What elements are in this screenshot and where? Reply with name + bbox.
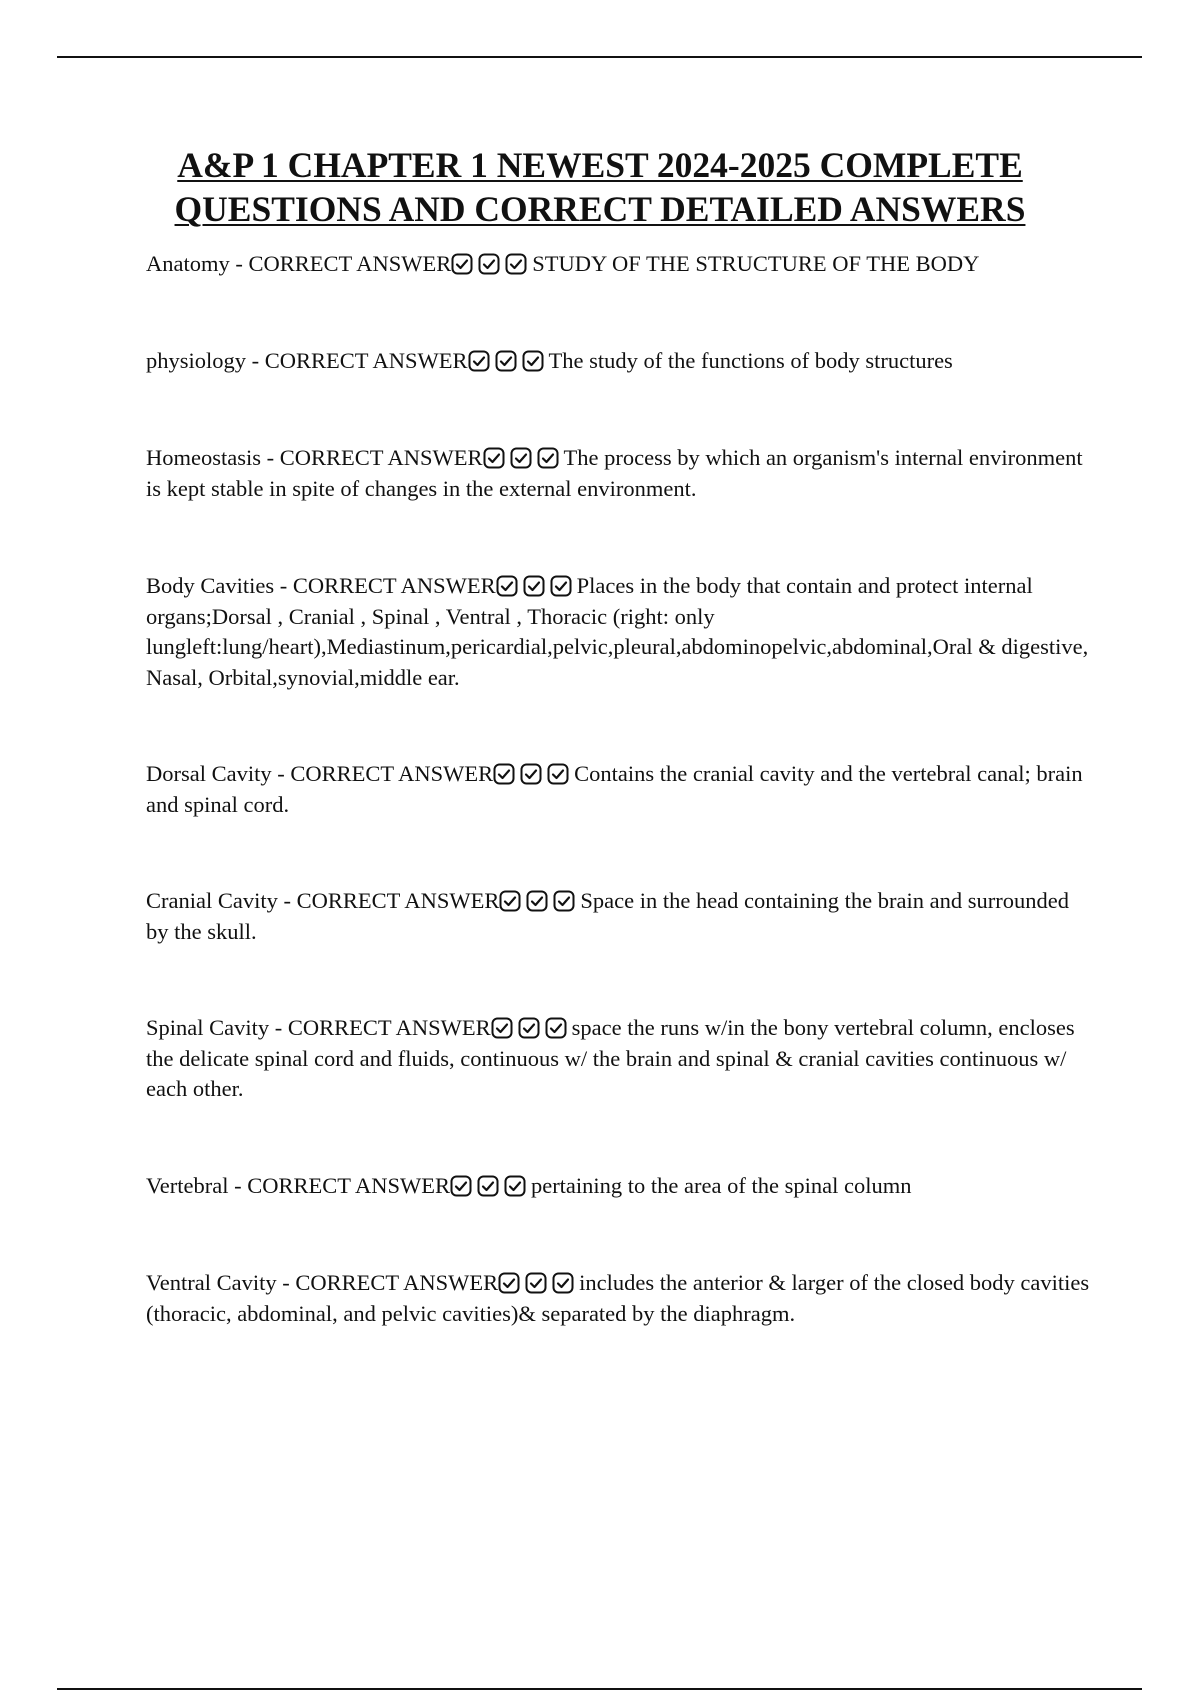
entry-term: Spinal Cavity [146, 1015, 270, 1040]
entry-term: Cranial Cavity [146, 888, 278, 913]
entry-separator: - [246, 348, 265, 373]
check-box-icon [553, 890, 575, 912]
bottom-rule [57, 1688, 1142, 1690]
entry-separator: - [228, 1173, 248, 1198]
entry-separator: - [274, 573, 293, 598]
check-box-icon [545, 1017, 567, 1039]
check-box-icon [496, 575, 518, 597]
qa-entry-body-cavities [146, 571, 1092, 693]
check-box-icon [550, 575, 572, 597]
check-box-icon [483, 447, 505, 469]
entry-answer: The study of the functions of body structures [548, 348, 953, 373]
check-box-icon [477, 1175, 499, 1197]
check-box-icon [499, 890, 521, 912]
check-box-icon [518, 1017, 540, 1039]
entry-separator: - [269, 1015, 288, 1040]
entry-answer: space the runs w/in the bony vertebral column, encloses the delicate spinal cord and fluids, continuous w/ the brain and spinal & cranial cavities continuous w/ each other. [146, 1015, 1075, 1101]
answer-marker: CORRECT ANSWER [287, 1015, 491, 1040]
qa-entry-ventral-cavity [146, 1268, 1092, 1329]
check-box-icon [522, 350, 544, 372]
check-box-icon [520, 763, 542, 785]
answer-marker: CORRECT ANSWER [248, 251, 452, 276]
entry-answer: pertaining to the area of the spinal column [530, 1173, 912, 1198]
qa-entry-vertebral [146, 1171, 1092, 1202]
entry-term: Homeostasis [146, 445, 261, 470]
title-line-2: QUESTIONS AND CORRECT DETAILED ANSWERS [174, 189, 1026, 229]
top-rule [57, 56, 1142, 58]
check-box-icon [504, 1175, 526, 1197]
check-box-icon [505, 253, 527, 275]
entry-answer: The process by which an organism's internal environment is kept stable in spite of changes in the external environment. [146, 445, 1083, 501]
entry-term: Ventral Cavity [146, 1270, 277, 1295]
check-box-icon [495, 350, 517, 372]
entry-term: Vertebral [146, 1173, 229, 1198]
entry-term: Dorsal Cavity [146, 761, 272, 786]
answer-marker: CORRECT ANSWER [264, 348, 468, 373]
check-box-icon [552, 1272, 574, 1294]
entry-answer: Space in the head containing the brain and surrounded by the skull. [146, 888, 1069, 944]
entry-term: physiology [146, 348, 247, 373]
check-box-icon [526, 890, 548, 912]
check-box-icon [491, 1017, 513, 1039]
check-box-icon [537, 447, 559, 469]
check-box-icon [468, 350, 490, 372]
check-box-icon [547, 763, 569, 785]
entry-separator: - [277, 888, 297, 913]
entry-answer: includes the anterior & larger of the closed body cavities (thoracic, abdominal, and pelvic cavities)& separated by the diaphragm. [146, 1270, 1090, 1326]
entry-answer: Places in the body that contain and protect internal organs;Dorsal , Cranial , Spinal , Ventral , Thoracic (right: only lungleft:lung/heart),Mediastinum,pericardial,pelvic,pleural,abdominopelvic,abdominal,Oral & digestive, Nasal, Orbital,synovial,middle ear. [146, 573, 1089, 690]
check-box-icon [493, 763, 515, 785]
check-box-icon [450, 1175, 472, 1197]
title-line-1: A&P 1 CHAPTER 1 NEWEST 2024-2025 COMPLETE [177, 145, 1023, 185]
check-box-icon [510, 447, 532, 469]
check-box-icon [525, 1272, 547, 1294]
answer-marker: CORRECT ANSWER [296, 888, 500, 913]
entry-answer: STUDY OF THE STRUCTURE OF THE BODY [532, 251, 980, 276]
qa-entry-cranial-cavity [146, 886, 1092, 947]
answer-marker: CORRECT ANSWER [247, 1173, 450, 1198]
entry-separator: - [271, 761, 291, 786]
answer-marker: CORRECT ANSWER [292, 573, 496, 598]
entry-separator: - [276, 1270, 296, 1295]
check-box-icon [498, 1272, 520, 1294]
qa-entry-spinal-cavity [146, 1013, 1092, 1105]
answer-marker: CORRECT ANSWER [290, 761, 494, 786]
entry-separator: - [261, 445, 280, 470]
document-title [60, 143, 1140, 231]
qa-entry-dorsal-cavity [146, 759, 1092, 820]
check-box-icon [478, 253, 500, 275]
qa-entry-anatomy [146, 249, 1092, 280]
check-box-icon [523, 575, 545, 597]
answer-marker: CORRECT ANSWER [295, 1270, 499, 1295]
entry-separator: - [229, 251, 249, 276]
answer-marker: CORRECT ANSWER [279, 445, 483, 470]
entry-term: Body Cavities [146, 573, 275, 598]
qa-entry-homeostasis [146, 443, 1092, 504]
qa-entry-physiology [146, 346, 1092, 377]
check-box-icon [451, 253, 473, 275]
entry-term: Anatomy [146, 251, 230, 276]
entry-answer: Contains the cranial cavity and the vertebral canal; brain and spinal cord. [146, 761, 1083, 817]
